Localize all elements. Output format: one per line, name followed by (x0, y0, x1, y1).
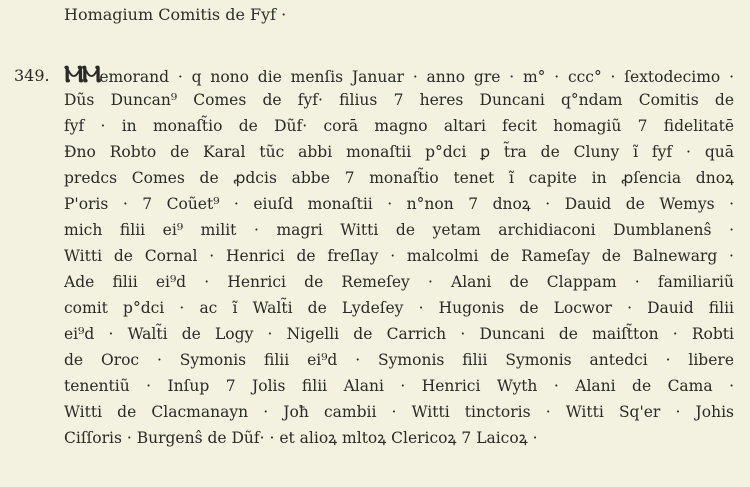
text-line: predcs Comes de ꝓdcis abbe 7 monaſt̃io tenet ĩ capite in ꝓſencia dnoꝝ (64, 169, 734, 187)
decorated-initial: ⲘⲘ (64, 63, 100, 88)
line-text: emorand · q nono die menſis Januar · anno gre · m° · ccc° · ſextodecimo · (99, 68, 734, 86)
text-line: Witti de Cornal · Henrici de freſlay · malcolmi de Rameſay de Balnewarg · (64, 247, 734, 265)
section-heading: Homagium Comitis de Fyf · (64, 5, 287, 24)
text-line: tenentiũ · Inſup 7 Jolis filii Alani · Henrici Wyth · Alani de Cama · (64, 377, 734, 395)
text-line: Ade filii ei⁹d · Henrici de Remeſey · Alani de Clappam · familiariũ (64, 273, 734, 291)
text-line: ei⁹d · Walt̃i de Logy · Nigelli de Carrich · Duncani de maiſt̃ton · Robti (64, 325, 734, 343)
text-line: Dũs Duncan⁹ Comes de fyf· filius 7 heres Duncani q°ndam Comitis de (64, 91, 734, 109)
text-line: P'oris · 7 Coũet⁹ · eiuſd monaſtii · n°non 7 dnoꝝ · Dauid de Wemys · (64, 195, 734, 213)
text-line: de Oroc · Symonis filii ei⁹d · Symonis filii Symonis antedci · libere (64, 351, 734, 369)
text-line: Witti de Clacmanayn · Joħ cambii · Witti tinctoris · Witti Sq'er · Johis (64, 403, 734, 421)
text-line: mich filii ei⁹ milit · magri Witti de yetam archidiaconi Dumblanenŝ · (64, 221, 734, 239)
text-line: Ciſſoris · Burgenŝ de Dũf· · et alioꝝ mltoꝝ Clericoꝝ 7 Laicoꝝ · (64, 429, 538, 447)
text-line: fyf · in monaſt̃io de Dũf· corā magno altari fecit homagiũ 7 fidelitatē (64, 117, 734, 135)
text-line (64, 63, 734, 88)
entry-number: 349. (14, 66, 50, 85)
text-line: comit p°dci · ac ĩ Walt̃i de Lydeſey · Hugonis de Locwor · Dauid filii (64, 299, 734, 317)
text-line: Ðno Robto de Karal tũc abbi monaſtii p°dci ꝑ t̃ra de Cluny ĩ fyf · quā (64, 143, 734, 161)
